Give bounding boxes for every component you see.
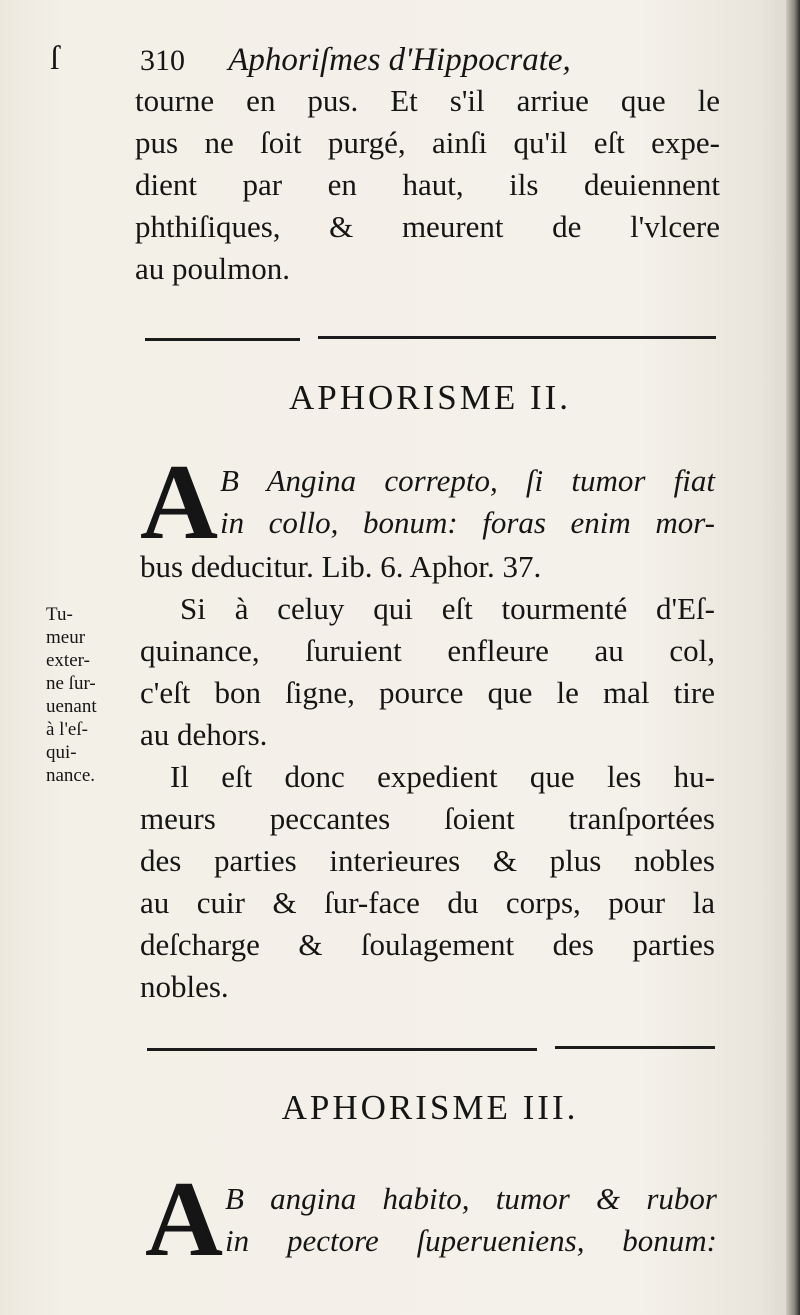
running-title: Aphoriſmes d'Hippocrate, <box>228 42 571 78</box>
latin-line: B Angina correpto, ſi tumor fiat <box>220 463 715 498</box>
text-line: phthiſiques, & meurent de l'vlcere <box>135 209 720 244</box>
french-line: deſcharge & ſoulagement des parties <box>140 927 715 962</box>
french-line: c'eſt bon ſigne, pource que le mal tire <box>140 675 715 710</box>
text-line: tourne en pus. Et s'il arriue que le <box>135 83 720 118</box>
margin-note <box>46 603 132 787</box>
aphorism-2-latin-tail <box>140 546 650 588</box>
continuation-text <box>135 80 720 290</box>
latin-line: in collo, bonum: foras enim mor- <box>220 505 715 540</box>
latin-line: B angina habito, tumor & rubor <box>225 1181 717 1216</box>
aphorism-2-latin-head <box>220 460 715 544</box>
page-number: 310 <box>140 44 185 77</box>
divider-rule <box>318 336 716 339</box>
french-line: au cuir & ſur-face du corps, pour la <box>140 885 715 920</box>
french-line: Il eſt donc expedient que les hu- <box>170 759 715 794</box>
french-line: des parties interieures & plus nobles <box>140 843 715 878</box>
divider-rule <box>555 1046 715 1049</box>
french-line: quinance, ſuruient enfleure au col, <box>140 633 715 668</box>
margin-note-line: exter- <box>46 650 90 671</box>
drop-cap: A <box>140 443 218 562</box>
divider-rule <box>147 1048 537 1051</box>
page-edge-shadow <box>786 0 800 1315</box>
aphorism-3-heading: APHORISME III. <box>281 1088 579 1127</box>
margin-note-line: ne ſur- <box>46 673 96 694</box>
margin-note-line: uenant <box>46 696 97 717</box>
margin-note-line: meur <box>46 627 86 648</box>
latin-line: in pectore ſuperueniens, bonum: <box>225 1223 717 1258</box>
margin-note-line: nance. <box>46 765 96 786</box>
french-line: nobles. <box>140 969 229 1004</box>
french-line: Si à celuy qui eſt tourmenté d'Eſ- <box>180 591 715 626</box>
latin-line: bus deducitur. Lib. 6. Aphor. 37. <box>140 549 542 584</box>
french-line: au dehors. <box>140 717 268 752</box>
margin-note-line: qui- <box>46 742 77 763</box>
text-line: dient par en haut, ils deuiennent <box>135 167 720 202</box>
aphorism-3-latin <box>225 1178 717 1262</box>
text-line: pus ne ſoit purgé, ainſi qu'il eſt expe- <box>135 125 720 160</box>
drop-cap: A <box>145 1160 223 1279</box>
french-line: meurs peccantes ſoient tranſportées <box>140 801 715 836</box>
divider-rule <box>145 338 300 341</box>
aphorism-2-french <box>140 588 715 1008</box>
edge-mark: ſ <box>50 40 60 77</box>
running-header <box>140 38 720 83</box>
margin-note-line: Tu- <box>46 604 73 625</box>
aphorism-2-heading: APHORISME II. <box>288 378 572 417</box>
text-line: au poulmon. <box>135 251 290 286</box>
margin-note-line: à l'eſ- <box>46 719 88 740</box>
